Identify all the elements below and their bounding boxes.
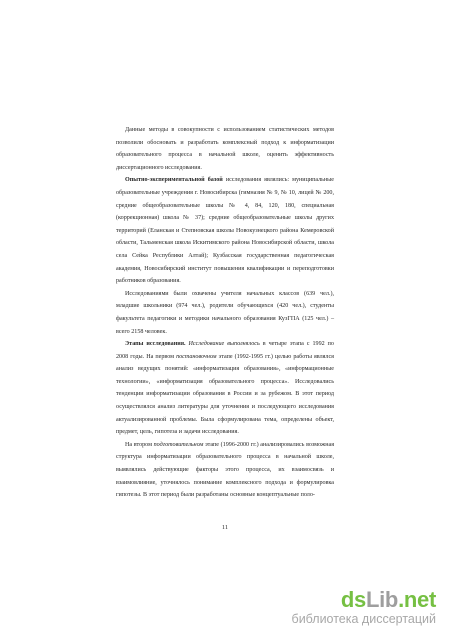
stages-text-a: в четыре этапа с 1992 по 2008 годы. На первом: [116, 341, 334, 360]
experimental-base-label: Опытно-экспериментальной базой: [125, 177, 223, 184]
page-number: 11: [221, 524, 229, 531]
watermark-subtitle: библиотека диссертаций: [291, 612, 436, 626]
stage-two-name: подготовительном: [153, 441, 204, 448]
stage-one-name: постановочном: [176, 353, 217, 360]
paragraph-methods: Данные методы в совокупности с использованием статистических методов позволили обосновать и разработать комплексный подход к информатизации образовательного процесса в начальной школе, оценить эффективность диссертационного исследования.: [116, 127, 334, 171]
paragraph-participants: Исследованиями были охвачены учителя начальных классов (639 чел.), младшие школьники (974 чел.), родители обучающихся (420 чел.), студенты факультета педагогики и методики начального образования КузГПА (125 чел.) – всего 2158 человек.: [116, 290, 334, 335]
stages-italic: Исследование выполнялось: [185, 341, 260, 348]
paragraph-second-stage: [116, 439, 334, 502]
stages-text-b: этапе (1992-1995 гг.) целью работы являлся анализ ведущих понятий: «информатизация образования», «информационные технологии», «информатизация образовательного процесса». Исследовались тенденции информатизации образования в России и за рубежом. В этот период осуществлялся анализ литературы для уточнения и последующего исследования актуализированной проблемы. Была сформулирована тема, определены объект, предмет, цель, гипотеза и задачи исследования.: [116, 353, 334, 436]
stages-label: Этапы исследования.: [125, 341, 186, 348]
second-stage-text-a: На втором: [125, 441, 154, 448]
dslib-logo: dsLib.net: [340, 587, 436, 612]
paragraph-stages: [116, 338, 334, 439]
watermark[interactable]: [292, 589, 436, 626]
second-stage-text-b: этапе (1996-2000 гг.) анализировались возможная структура информатизации образовательного процесса в начальной школе, выявлялись действующие факторы этого процесса, их взаимосвязь и взаимовлияние, уточнялось понимание комплексного подхода и формулировка гипотезы. В этот период были разработаны основные концептуальные поло-: [116, 441, 335, 499]
document-body: [116, 124, 334, 502]
experimental-base-text: исследования являлись: муниципальные образовательные учреждения г. Новосибирска (гимназия № 9, № 10, лицей № 200, средние общеобразовательные школы № 4, 84, 120, 180, специальная (коррекционная) школа № 37); средние общеобразовательные школы других территорий (Еланская и Степновская школы Новокузнецкого района Кемеровской области, Тальменская школа Искитимского района Новосибирской области, школа села Сейка Республики Алтай); Кузбасская государственная педагогическая академия, Новосибирский институт повышения квалификации и переподготовки работников образования.: [116, 177, 334, 285]
paragraph-experimental-base: [116, 174, 334, 287]
